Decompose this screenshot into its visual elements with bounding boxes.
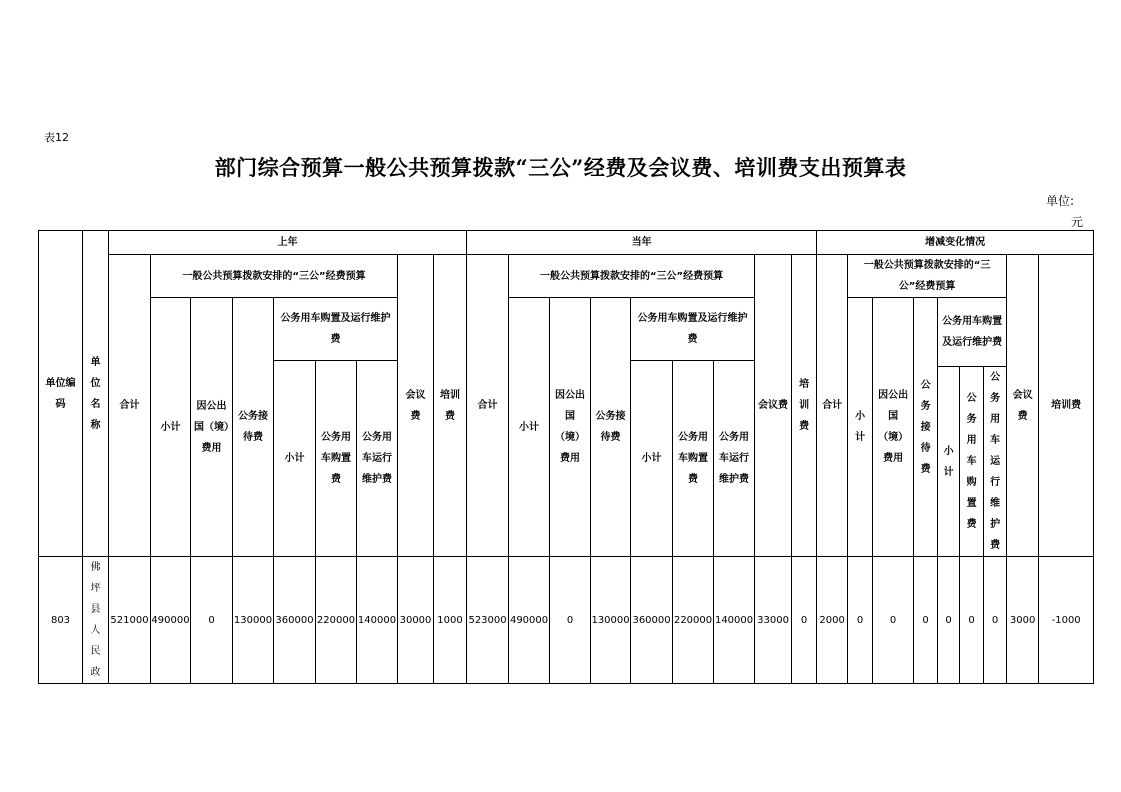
cell-prev-vehicle-purchase: 220000	[316, 557, 357, 684]
cell-prev-reception: 130000	[233, 557, 274, 684]
header-prev-total: 合计	[109, 255, 151, 557]
header-curr-year: 当年	[467, 231, 817, 255]
header-change-vehicle-subtotal: 小计	[938, 367, 960, 557]
header-curr-total: 合计	[467, 255, 509, 557]
cell-unit-code: 803	[39, 557, 83, 684]
cell-change-vehicle-operation: 0	[984, 557, 1007, 684]
cell-curr-vehicle-operation: 140000	[714, 557, 755, 684]
unit-value: 元	[1071, 215, 1084, 229]
cell-prev-total: 521000	[109, 557, 151, 684]
cell-change-total: 2000	[817, 557, 848, 684]
header-prev-subtotal: 小计	[151, 298, 191, 557]
cell-curr-vehicle-purchase: 220000	[673, 557, 714, 684]
header-change-vehicle-group: 公务用车购置及运行维护费	[938, 298, 1007, 367]
header-prev-meeting: 会议费	[398, 255, 434, 557]
header-curr-vehicle-group: 公务用车购置及运行维护费	[631, 298, 755, 361]
header-curr-vehicle-purchase: 公务用车购置费	[673, 361, 714, 557]
header-change-sangong: 一般公共预算拨款安排的“三公”经费预算	[848, 255, 1007, 298]
header-change-vehicle-purchase: 公务用车购置费	[960, 367, 984, 557]
cell-change-meeting: 3000	[1007, 557, 1039, 684]
header-prev-vehicle-group: 公务用车购置及运行维护费	[274, 298, 398, 361]
table-number-label: 表12	[44, 131, 69, 144]
cell-unit-name: 佛坪县人民政	[83, 557, 109, 684]
cell-curr-subtotal: 490000	[509, 557, 550, 684]
header-prev-vehicle-purchase: 公务用车购置费	[316, 361, 357, 557]
cell-prev-subtotal: 490000	[151, 557, 191, 684]
cell-curr-vehicle-subtotal: 360000	[631, 557, 673, 684]
cell-prev-abroad: 0	[191, 557, 233, 684]
unit-label: 单位:	[1046, 194, 1075, 208]
cell-curr-reception: 130000	[591, 557, 631, 684]
cell-curr-meeting: 33000	[755, 557, 792, 684]
header-prev-sangong: 一般公共预算拨款安排的“三公”经费预算	[151, 255, 398, 298]
cell-prev-training: 1000	[434, 557, 467, 684]
header-prev-year: 上年	[109, 231, 467, 255]
header-change-reception: 公务接待费	[914, 298, 938, 557]
header-change: 增减变化情况	[817, 231, 1094, 255]
header-unit-code: 单位编码	[39, 231, 83, 557]
cell-change-subtotal: 0	[848, 557, 873, 684]
header-prev-abroad: 因公出国（境）费用	[191, 298, 233, 557]
header-curr-subtotal: 小计	[509, 298, 550, 557]
header-curr-vehicle-subtotal: 小计	[631, 361, 673, 557]
table-row	[39, 557, 1094, 684]
header-change-subtotal: 小计	[848, 298, 873, 557]
header-unit-name: 单位名称	[83, 231, 109, 557]
header-change-total: 合计	[817, 255, 848, 557]
header-change-meeting: 会议费	[1007, 255, 1039, 557]
cell-change-vehicle-purchase: 0	[960, 557, 984, 684]
header-curr-reception: 公务接待费	[591, 298, 631, 557]
header-prev-reception: 公务接待费	[233, 298, 274, 557]
header-curr-sangong: 一般公共预算拨款安排的“三公”经费预算	[509, 255, 755, 298]
cell-prev-vehicle-subtotal: 360000	[274, 557, 316, 684]
header-prev-vehicle-operation: 公务用车运行维护费	[357, 361, 398, 557]
cell-change-training: -1000	[1039, 557, 1094, 684]
cell-curr-training: 0	[792, 557, 817, 684]
header-curr-abroad: 因公出国（境）费用	[550, 298, 591, 557]
header-prev-training: 培训费	[434, 255, 467, 557]
cell-change-abroad: 0	[873, 557, 914, 684]
cell-curr-total: 523000	[467, 557, 509, 684]
header-change-abroad: 因公出国（境）费用	[873, 298, 914, 557]
cell-prev-meeting: 30000	[398, 557, 434, 684]
header-change-training: 培训费	[1039, 255, 1094, 557]
header-curr-vehicle-operation: 公务用车运行维护费	[714, 361, 755, 557]
header-curr-training: 培训费	[792, 255, 817, 557]
budget-table	[38, 230, 1094, 684]
header-change-vehicle-operation: 公务用车运行维护费	[984, 367, 1007, 557]
header-curr-meeting: 会议费	[755, 255, 792, 557]
header-prev-vehicle-subtotal: 小计	[274, 361, 316, 557]
cell-change-vehicle-subtotal: 0	[938, 557, 960, 684]
cell-prev-vehicle-operation: 140000	[357, 557, 398, 684]
cell-curr-abroad: 0	[550, 557, 591, 684]
page-title: 部门综合预算一般公共预算拨款“三公”经费及会议费、培训费支出预算表	[214, 155, 907, 180]
cell-change-reception: 0	[914, 557, 938, 684]
